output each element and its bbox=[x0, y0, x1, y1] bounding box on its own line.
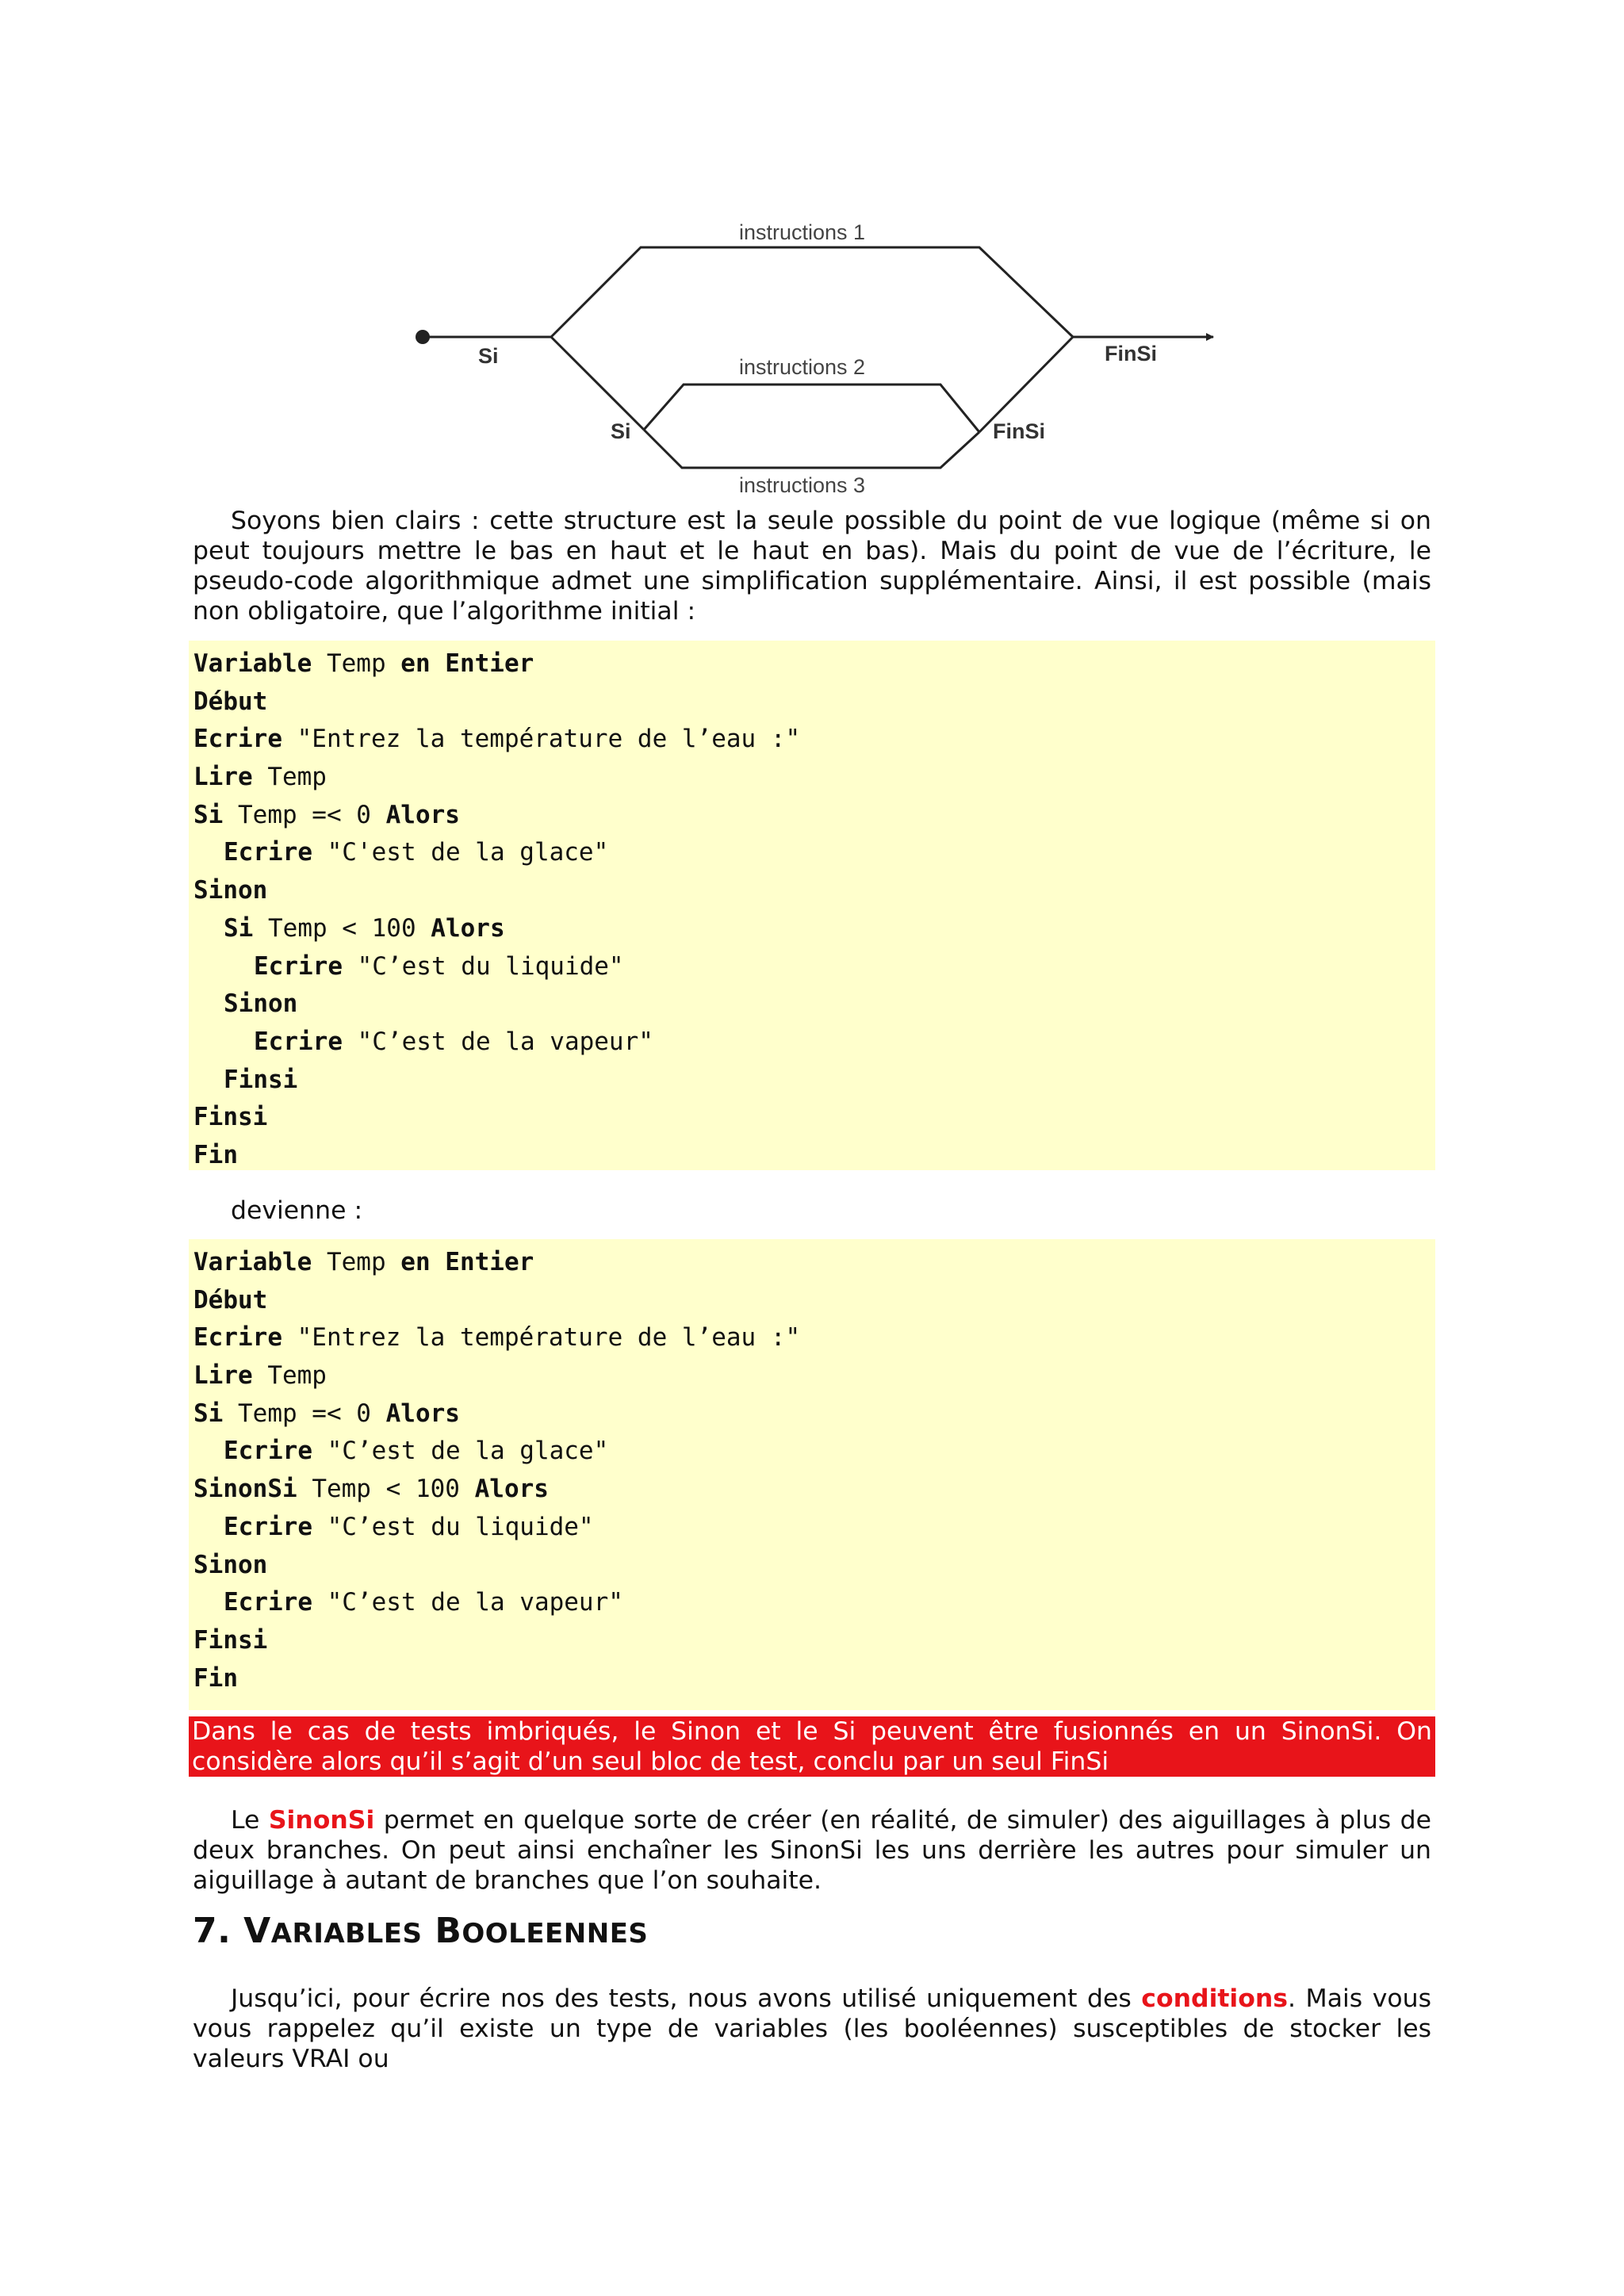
sinonsi-highlight: SinonSi bbox=[268, 1806, 375, 1835]
code-line bbox=[189, 1471, 1435, 1509]
label-instructions-2: instructions 2 bbox=[739, 355, 866, 379]
code-keyword: Ecrire bbox=[193, 1323, 282, 1353]
label-instructions-3: instructions 3 bbox=[739, 473, 866, 497]
section-number: 7. bbox=[193, 1911, 244, 1951]
inner-top-path bbox=[644, 385, 979, 432]
code-line: Finsi bbox=[193, 1103, 268, 1132]
label-si-inner: Si bbox=[611, 419, 631, 443]
code-keyword: Lire bbox=[193, 1361, 253, 1391]
outer-lower-left bbox=[551, 337, 644, 430]
code-keyword: Ecrire bbox=[254, 1027, 343, 1056]
code-keyword: Ecrire bbox=[224, 1588, 312, 1617]
code-text: Temp < 100 bbox=[297, 1475, 475, 1504]
code-text bbox=[431, 1248, 446, 1276]
code-block-simplified bbox=[189, 1239, 1435, 1710]
section-heading bbox=[193, 1911, 648, 1951]
code-line: Début bbox=[193, 687, 268, 716]
code-text: "Entrez la température de l’eau :" bbox=[282, 725, 801, 754]
code-line bbox=[189, 1024, 1435, 1062]
code-line bbox=[189, 1433, 1435, 1471]
para-text: Le bbox=[231, 1806, 269, 1835]
code-text: Temp bbox=[312, 649, 401, 678]
code-text: Temp bbox=[312, 1248, 401, 1276]
code-line bbox=[189, 834, 1435, 872]
code-line bbox=[189, 910, 1435, 948]
code-line bbox=[189, 1244, 1435, 1282]
label-instructions-1: instructions 1 bbox=[739, 220, 866, 244]
outer-lower-right bbox=[979, 337, 1073, 432]
code-keyword: Ecrire bbox=[224, 1512, 312, 1541]
code-line: Fin bbox=[193, 1140, 238, 1169]
heading-smallcaps: ARIABLES bbox=[270, 1918, 423, 1950]
code-text: "C’est du liquide" bbox=[342, 951, 624, 981]
code-keyword: Ecrire bbox=[224, 838, 312, 867]
code-keyword: Alors bbox=[385, 1399, 460, 1428]
para-text: . Mais vous vous rappelez qu’il existe un type de variables (les booléennes) susceptibles de stocker les valeurs VRAI ou bbox=[193, 1984, 1431, 2073]
label-finsi-inner: FinSi bbox=[993, 419, 1045, 443]
code-text: "C’est de la vapeur" bbox=[342, 1027, 653, 1056]
code-text: Temp =< 0 bbox=[223, 800, 386, 829]
code-line bbox=[189, 1319, 1435, 1357]
para-text: permet en quelque sorte de créer (en réalité, de simuler) des aiguillages à plus de deux branches. On peut ainsi enchaîner les SinonSi les uns derrière les autres pour simuler un aiguillage à autant de branches que l’on souhaite. bbox=[193, 1806, 1432, 1895]
code-keyword: Si bbox=[193, 800, 224, 829]
code-line bbox=[189, 1509, 1435, 1547]
intro-paragraph: Soyons bien clairs : cette structure est la seule possible du point de vue logique (même si on peut toujours mettre le bas en haut et le haut en bas). Mais du point de vue de l’écriture, le pseudo-code algorithmique admet une simplification supplémentaire. Ainsi, il est possible (mais non obligatoire, que l’algorithme initial : bbox=[193, 507, 1431, 626]
code-keyword: Entier bbox=[445, 1248, 534, 1276]
code-keyword: Ecrire bbox=[224, 1437, 312, 1466]
heading-cap: V bbox=[243, 1911, 271, 1951]
code-text: Temp bbox=[252, 1361, 327, 1391]
code-keyword: Entier bbox=[445, 649, 534, 678]
code-text: Temp < 100 bbox=[253, 913, 431, 943]
code-line bbox=[189, 721, 1435, 759]
code-text: "Entrez la température de l’eau :" bbox=[282, 1323, 801, 1353]
code-line: Début bbox=[193, 1285, 268, 1314]
code-text: Temp =< 0 bbox=[223, 1399, 386, 1428]
code-keyword: en bbox=[400, 1248, 431, 1276]
code-keyword: Alors bbox=[474, 1475, 549, 1504]
important-note: Dans le cas de tests imbriqués, le Sinon et le Si peuvent être fusionnés en un SinonSi. On considère alors qu’il s’agit d’un seul bloc de test, conclu par un seul FinSi bbox=[189, 1716, 1435, 1777]
code-keyword: Ecrire bbox=[193, 725, 282, 754]
heading-cap: B bbox=[435, 1911, 462, 1951]
code-line: Fin bbox=[193, 1663, 238, 1693]
code-text: "C’est de la vapeur" bbox=[312, 1588, 623, 1617]
code-line bbox=[189, 645, 1435, 683]
code-line: Sinon bbox=[224, 989, 298, 1019]
code-keyword: Lire bbox=[193, 763, 253, 792]
devienne-text: devienne : bbox=[231, 1196, 363, 1225]
code-keyword: SinonSi bbox=[193, 1475, 297, 1504]
code-keyword: Alors bbox=[385, 800, 460, 829]
inner-bottom-path bbox=[644, 430, 979, 468]
code-text: "C’est du liquide" bbox=[312, 1512, 594, 1541]
code-line bbox=[189, 759, 1435, 797]
branch-top-path bbox=[551, 247, 1073, 337]
code-keyword: en bbox=[400, 649, 431, 678]
code-line bbox=[189, 1584, 1435, 1622]
code-line bbox=[189, 797, 1435, 835]
label-si-outer: Si bbox=[478, 344, 499, 368]
code-keyword: Alors bbox=[431, 913, 505, 943]
heading-smallcaps: OOLEENNES bbox=[462, 1918, 649, 1950]
code-keyword: Variable bbox=[193, 649, 312, 678]
code-line: Sinon bbox=[193, 876, 268, 905]
code-keyword: Si bbox=[193, 1399, 224, 1428]
code-line bbox=[189, 1395, 1435, 1433]
para-text: Jusqu’ici, pour écrire nos des tests, nous avons utilisé uniquement des bbox=[231, 1984, 1142, 2013]
code-text: "C’est de la glace" bbox=[312, 1437, 609, 1466]
label-finsi-outer: FinSi bbox=[1105, 342, 1157, 365]
booleans-paragraph bbox=[193, 1984, 1431, 2074]
code-line: Finsi bbox=[193, 1625, 268, 1655]
code-text: Temp bbox=[252, 763, 327, 792]
code-line: Sinon bbox=[193, 1550, 268, 1579]
code-text bbox=[431, 649, 446, 678]
sinonsi-paragraph bbox=[193, 1805, 1431, 1896]
code-block-initial bbox=[189, 641, 1435, 1170]
code-line: Finsi bbox=[224, 1065, 298, 1094]
code-keyword: Variable bbox=[193, 1248, 312, 1276]
code-keyword: Si bbox=[224, 913, 254, 943]
conditions-highlight: conditions bbox=[1141, 1984, 1289, 2013]
code-keyword: Ecrire bbox=[254, 951, 343, 981]
code-line bbox=[189, 948, 1435, 986]
code-text: "C'est de la glace" bbox=[312, 838, 609, 867]
code-line bbox=[189, 1357, 1435, 1395]
branching-diagram bbox=[396, 202, 1253, 503]
heading-space bbox=[422, 1911, 435, 1951]
